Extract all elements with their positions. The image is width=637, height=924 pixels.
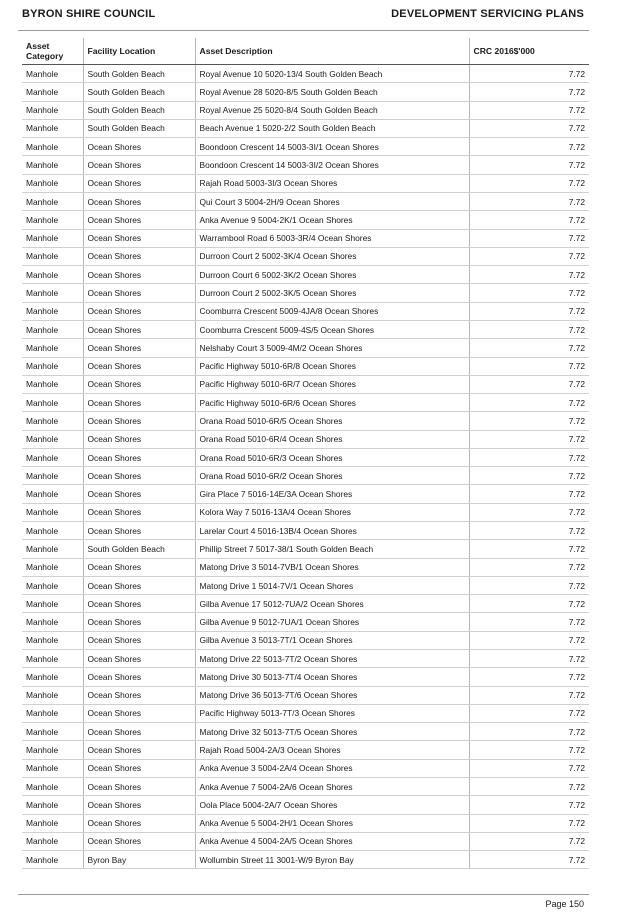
crc-cell: 7.72 (469, 320, 589, 338)
table-row (22, 83, 589, 101)
column-header-asset-description: Asset Description (195, 38, 469, 65)
asset-category-cell: Manhole (22, 119, 83, 137)
asset-description-cell: Matong Drive 3 5014-7VB/1 Ocean Shores (195, 558, 469, 576)
crc-cell: 7.72 (469, 540, 589, 558)
table-body (22, 65, 589, 869)
crc-cell: 7.72 (469, 101, 589, 119)
facility-location-cell: Ocean Shores (83, 138, 195, 156)
asset-category-cell: Manhole (22, 448, 83, 466)
column-header-crc: CRC 2016$'000 (469, 38, 589, 65)
asset-category-cell: Manhole (22, 302, 83, 320)
facility-location-cell: Ocean Shores (83, 467, 195, 485)
table-row (22, 759, 589, 777)
asset-category-cell: Manhole (22, 851, 83, 869)
crc-cell: 7.72 (469, 65, 589, 83)
crc-cell: 7.72 (469, 156, 589, 174)
table-row (22, 229, 589, 247)
asset-description-cell: Pacific Highway 5013-7T/3 Ocean Shores (195, 704, 469, 722)
table-row (22, 576, 589, 594)
header-divider (18, 30, 589, 31)
facility-location-cell: Ocean Shores (83, 595, 195, 613)
facility-location-cell: Ocean Shores (83, 741, 195, 759)
crc-cell: 7.72 (469, 339, 589, 357)
facility-location-cell: South Golden Beach (83, 101, 195, 119)
asset-description-cell: Pacific Highway 5010-6R/7 Ocean Shores (195, 375, 469, 393)
facility-location-cell: Ocean Shores (83, 723, 195, 741)
asset-category-cell: Manhole (22, 192, 83, 210)
asset-category-cell: Manhole (22, 503, 83, 521)
facility-location-cell: Ocean Shores (83, 412, 195, 430)
crc-cell: 7.72 (469, 576, 589, 594)
table-row (22, 266, 589, 284)
asset-description-cell: Matong Drive 22 5013-7T/2 Ocean Shores (195, 650, 469, 668)
table-row (22, 503, 589, 521)
asset-description-cell: Boondoon Crescent 14 5003-3I/1 Ocean Shores (195, 138, 469, 156)
table-row (22, 723, 589, 741)
facility-location-cell: Ocean Shores (83, 503, 195, 521)
crc-cell: 7.72 (469, 650, 589, 668)
asset-category-cell: Manhole (22, 412, 83, 430)
crc-cell: 7.72 (469, 394, 589, 412)
facility-location-cell: Byron Bay (83, 851, 195, 869)
asset-category-cell: Manhole (22, 796, 83, 814)
facility-location-cell: Ocean Shores (83, 631, 195, 649)
asset-category-cell: Manhole (22, 375, 83, 393)
asset-description-cell: Royal Avenue 28 5020-8/5 South Golden Beach (195, 83, 469, 101)
crc-cell: 7.72 (469, 558, 589, 576)
table-row (22, 156, 589, 174)
asset-description-cell: Anka Avenue 3 5004-2A/4 Ocean Shores (195, 759, 469, 777)
table-row (22, 668, 589, 686)
facility-location-cell: Ocean Shores (83, 174, 195, 192)
facility-location-cell: Ocean Shores (83, 777, 195, 795)
asset-description-cell: Phillip Street 7 5017-38/1 South Golden Beach (195, 540, 469, 558)
asset-category-cell: Manhole (22, 266, 83, 284)
table-row (22, 339, 589, 357)
column-header-asset-category: Asset Category (22, 38, 83, 65)
asset-category-cell: Manhole (22, 174, 83, 192)
asset-category-cell: Manhole (22, 650, 83, 668)
crc-cell: 7.72 (469, 229, 589, 247)
table-row (22, 851, 589, 869)
asset-category-cell: Manhole (22, 759, 83, 777)
asset-category-cell: Manhole (22, 485, 83, 503)
crc-cell: 7.72 (469, 723, 589, 741)
facility-location-cell: Ocean Shores (83, 522, 195, 540)
crc-cell: 7.72 (469, 119, 589, 137)
facility-location-cell: Ocean Shores (83, 229, 195, 247)
asset-description-cell: Matong Drive 30 5013-7T/4 Ocean Shores (195, 668, 469, 686)
table-row (22, 394, 589, 412)
asset-category-cell: Manhole (22, 101, 83, 119)
crc-cell: 7.72 (469, 631, 589, 649)
table-row (22, 375, 589, 393)
crc-cell: 7.72 (469, 284, 589, 302)
facility-location-cell: Ocean Shores (83, 650, 195, 668)
asset-category-cell: Manhole (22, 357, 83, 375)
crc-cell: 7.72 (469, 814, 589, 832)
crc-cell: 7.72 (469, 668, 589, 686)
asset-description-cell: Boondoon Crescent 14 5003-3I/2 Ocean Shores (195, 156, 469, 174)
asset-description-cell: Pacific Highway 5010-6R/6 Ocean Shores (195, 394, 469, 412)
table-row (22, 101, 589, 119)
asset-table (22, 38, 589, 869)
asset-description-cell: Coomburra Crescent 5009-4JA/8 Ocean Shores (195, 302, 469, 320)
asset-description-cell: Pacific Highway 5010-6R/8 Ocean Shores (195, 357, 469, 375)
facility-location-cell: Ocean Shores (83, 832, 195, 850)
asset-category-cell: Manhole (22, 723, 83, 741)
asset-description-cell: Anka Avenue 5 5004-2H/1 Ocean Shores (195, 814, 469, 832)
facility-location-cell: Ocean Shores (83, 156, 195, 174)
facility-location-cell: Ocean Shores (83, 302, 195, 320)
facility-location-cell: South Golden Beach (83, 119, 195, 137)
asset-description-cell: Orana Road 5010-6R/5 Ocean Shores (195, 412, 469, 430)
asset-category-cell: Manhole (22, 832, 83, 850)
asset-category-cell: Manhole (22, 686, 83, 704)
asset-category-cell: Manhole (22, 247, 83, 265)
table-row (22, 302, 589, 320)
facility-location-cell: Ocean Shores (83, 247, 195, 265)
asset-description-cell: Warrambool Road 6 5003-3R/4 Ocean Shores (195, 229, 469, 247)
facility-location-cell: Ocean Shores (83, 284, 195, 302)
asset-description-cell: Durroon Court 2 5002-3K/4 Ocean Shores (195, 247, 469, 265)
asset-category-cell: Manhole (22, 394, 83, 412)
table-row (22, 650, 589, 668)
table-row (22, 192, 589, 210)
asset-category-cell: Manhole (22, 558, 83, 576)
asset-description-cell: Coomburra Crescent 5009-4S/5 Ocean Shores (195, 320, 469, 338)
asset-category-cell: Manhole (22, 613, 83, 631)
facility-location-cell: South Golden Beach (83, 540, 195, 558)
asset-category-cell: Manhole (22, 814, 83, 832)
facility-location-cell: Ocean Shores (83, 796, 195, 814)
crc-cell: 7.72 (469, 302, 589, 320)
asset-description-cell: Gira Place 7 5016-14E/3A Ocean Shores (195, 485, 469, 503)
column-header-facility-location: Facility Location (83, 38, 195, 65)
asset-category-cell: Manhole (22, 138, 83, 156)
crc-cell: 7.72 (469, 430, 589, 448)
asset-category-cell: Manhole (22, 704, 83, 722)
crc-cell: 7.72 (469, 247, 589, 265)
table-row (22, 613, 589, 631)
table-row (22, 320, 589, 338)
table-row (22, 284, 589, 302)
table-row (22, 704, 589, 722)
facility-location-cell: Ocean Shores (83, 558, 195, 576)
asset-category-cell: Manhole (22, 631, 83, 649)
asset-description-cell: Orana Road 5010-6R/2 Ocean Shores (195, 467, 469, 485)
crc-cell: 7.72 (469, 138, 589, 156)
crc-cell: 7.72 (469, 375, 589, 393)
asset-category-cell: Manhole (22, 156, 83, 174)
document-title: DEVELOPMENT SERVICING PLANS (391, 8, 584, 20)
crc-cell: 7.72 (469, 467, 589, 485)
asset-description-cell: Matong Drive 36 5013-7T/6 Ocean Shores (195, 686, 469, 704)
asset-description-cell: Qui Court 3 5004-2H/9 Ocean Shores (195, 192, 469, 210)
table-row (22, 467, 589, 485)
table-row (22, 686, 589, 704)
asset-category-cell: Manhole (22, 741, 83, 759)
table-row (22, 832, 589, 850)
table-row (22, 247, 589, 265)
facility-location-cell: Ocean Shores (83, 668, 195, 686)
facility-location-cell: Ocean Shores (83, 448, 195, 466)
asset-description-cell: Gilba Avenue 17 5012-7UA/2 Ocean Shores (195, 595, 469, 613)
asset-description-cell: Beach Avenue 1 5020-2/2 South Golden Beach (195, 119, 469, 137)
asset-category-cell: Manhole (22, 284, 83, 302)
crc-cell: 7.72 (469, 192, 589, 210)
asset-category-cell: Manhole (22, 430, 83, 448)
asset-category-cell: Manhole (22, 229, 83, 247)
table-row (22, 595, 589, 613)
facility-location-cell: Ocean Shores (83, 485, 195, 503)
asset-description-cell: Royal Avenue 10 5020-13/4 South Golden Beach (195, 65, 469, 83)
asset-category-cell: Manhole (22, 320, 83, 338)
asset-category-cell: Manhole (22, 65, 83, 83)
asset-description-cell: Anka Avenue 9 5004-2K/1 Ocean Shores (195, 211, 469, 229)
asset-category-cell: Manhole (22, 668, 83, 686)
table-row (22, 796, 589, 814)
asset-description-cell: Royal Avenue 25 5020-8/4 South Golden Beach (195, 101, 469, 119)
footer-divider (18, 894, 589, 895)
facility-location-cell: Ocean Shores (83, 266, 195, 284)
facility-location-cell: Ocean Shores (83, 375, 195, 393)
asset-category-cell: Manhole (22, 777, 83, 795)
table-row (22, 211, 589, 229)
table-row (22, 174, 589, 192)
crc-cell: 7.72 (469, 704, 589, 722)
table-row (22, 558, 589, 576)
asset-description-cell: Anka Avenue 7 5004-2A/6 Ocean Shores (195, 777, 469, 795)
facility-location-cell: Ocean Shores (83, 211, 195, 229)
facility-location-cell: Ocean Shores (83, 192, 195, 210)
table-row (22, 485, 589, 503)
facility-location-cell: Ocean Shores (83, 814, 195, 832)
facility-location-cell: Ocean Shores (83, 394, 195, 412)
facility-location-cell: Ocean Shores (83, 686, 195, 704)
asset-description-cell: Nelshaby Court 3 5009-4M/2 Ocean Shores (195, 339, 469, 357)
crc-cell: 7.72 (469, 522, 589, 540)
organization-name: BYRON SHIRE COUNCIL (22, 8, 156, 20)
asset-description-cell: Anka Avenue 4 5004-2A/5 Ocean Shores (195, 832, 469, 850)
table-row (22, 65, 589, 83)
asset-description-cell: Durroon Court 2 5002-3K/5 Ocean Shores (195, 284, 469, 302)
crc-cell: 7.72 (469, 777, 589, 795)
table-row (22, 540, 589, 558)
crc-cell: 7.72 (469, 796, 589, 814)
asset-description-cell: Matong Drive 32 5013-7T/5 Ocean Shores (195, 723, 469, 741)
asset-category-cell: Manhole (22, 576, 83, 594)
crc-cell: 7.72 (469, 595, 589, 613)
facility-location-cell: South Golden Beach (83, 83, 195, 101)
asset-category-cell: Manhole (22, 339, 83, 357)
facility-location-cell: Ocean Shores (83, 430, 195, 448)
asset-description-cell: Matong Drive 1 5014-7V/1 Ocean Shores (195, 576, 469, 594)
crc-cell: 7.72 (469, 485, 589, 503)
table-row (22, 631, 589, 649)
table-row (22, 741, 589, 759)
crc-cell: 7.72 (469, 832, 589, 850)
page-number: Page 150 (545, 899, 584, 909)
crc-cell: 7.72 (469, 266, 589, 284)
asset-description-cell: Rajah Road 5003-3I/3 Ocean Shores (195, 174, 469, 192)
asset-category-cell: Manhole (22, 595, 83, 613)
table-row (22, 138, 589, 156)
table-row (22, 357, 589, 375)
asset-description-cell: Kolora Way 7 5016-13A/4 Ocean Shores (195, 503, 469, 521)
crc-cell: 7.72 (469, 503, 589, 521)
asset-category-cell: Manhole (22, 522, 83, 540)
crc-cell: 7.72 (469, 412, 589, 430)
asset-description-cell: Orana Road 5010-6R/3 Ocean Shores (195, 448, 469, 466)
table-row (22, 119, 589, 137)
facility-location-cell: Ocean Shores (83, 759, 195, 777)
crc-cell: 7.72 (469, 686, 589, 704)
facility-location-cell: South Golden Beach (83, 65, 195, 83)
table-row (22, 777, 589, 795)
crc-cell: 7.72 (469, 174, 589, 192)
crc-cell: 7.72 (469, 211, 589, 229)
facility-location-cell: Ocean Shores (83, 704, 195, 722)
asset-description-cell: Larelar Court 4 5016-13B/4 Ocean Shores (195, 522, 469, 540)
asset-description-cell: Rajah Road 5004-2A/3 Ocean Shores (195, 741, 469, 759)
crc-cell: 7.72 (469, 851, 589, 869)
asset-description-cell: Wollumbin Street 11 3001-W/9 Byron Bay (195, 851, 469, 869)
table-row (22, 448, 589, 466)
asset-description-cell: Gilba Avenue 9 5012-7UA/1 Ocean Shores (195, 613, 469, 631)
crc-cell: 7.72 (469, 759, 589, 777)
crc-cell: 7.72 (469, 83, 589, 101)
asset-category-cell: Manhole (22, 467, 83, 485)
asset-category-cell: Manhole (22, 83, 83, 101)
asset-description-cell: Orana Road 5010-6R/4 Ocean Shores (195, 430, 469, 448)
facility-location-cell: Ocean Shores (83, 613, 195, 631)
table-header-row (22, 38, 589, 65)
table-row (22, 412, 589, 430)
table-row (22, 814, 589, 832)
asset-description-cell: Oola Place 5004-2A/7 Ocean Shores (195, 796, 469, 814)
facility-location-cell: Ocean Shores (83, 339, 195, 357)
page-header (22, 8, 584, 28)
crc-cell: 7.72 (469, 448, 589, 466)
facility-location-cell: Ocean Shores (83, 357, 195, 375)
table-row (22, 522, 589, 540)
crc-cell: 7.72 (469, 357, 589, 375)
asset-category-cell: Manhole (22, 211, 83, 229)
facility-location-cell: Ocean Shores (83, 576, 195, 594)
table-row (22, 430, 589, 448)
asset-category-cell: Manhole (22, 540, 83, 558)
crc-cell: 7.72 (469, 741, 589, 759)
asset-description-cell: Gilba Avenue 3 5013-7T/1 Ocean Shores (195, 631, 469, 649)
crc-cell: 7.72 (469, 613, 589, 631)
facility-location-cell: Ocean Shores (83, 320, 195, 338)
asset-description-cell: Durroon Court 6 5002-3K/2 Ocean Shores (195, 266, 469, 284)
